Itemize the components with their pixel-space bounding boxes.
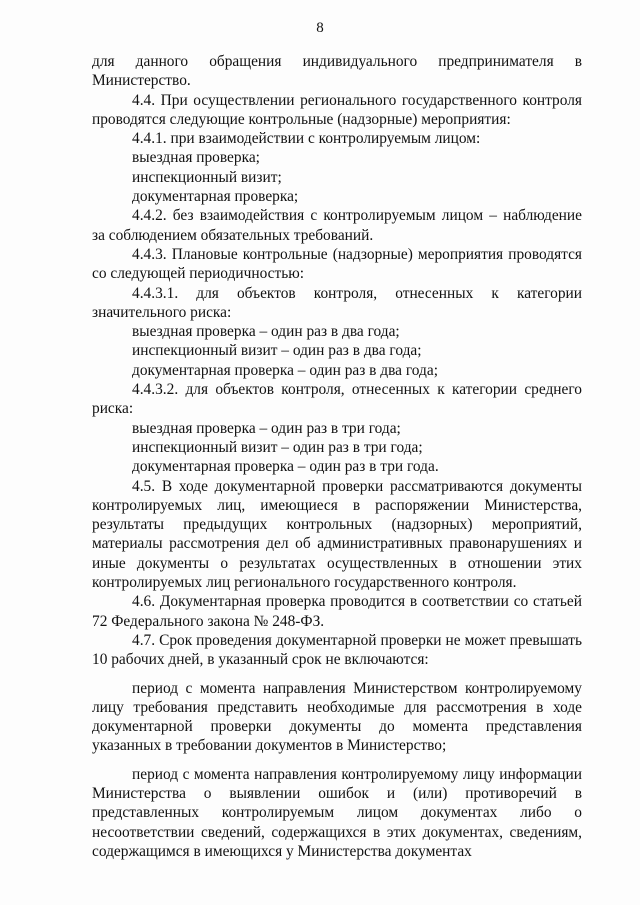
paragraph: документарная проверка – один раз в три года.: [132, 458, 439, 476]
paragraph: документарная проверка;: [132, 188, 299, 206]
paragraph: 4.4.2. без взаимодействия с контролируемым лицом – наблюдение за соблюдением обязательных требований.: [92, 207, 582, 244]
paragraph: выездная проверка – один раз в три года;: [132, 419, 401, 437]
paragraph: 4.6. Документарная проверка проводится в соответствии со статьей 72 Федерального закона № 248-ФЗ.: [92, 593, 582, 630]
paragraph: 4.4.3. Плановые контрольные (надзорные) мероприятия проводятся со следующей периодичностью:: [92, 245, 582, 283]
paragraph: 4.7. Срок проведения документарной проверки не может превышать 10 рабочих дней, в указанный срок не включаются:: [92, 631, 582, 669]
document-body: [92, 52, 582, 861]
paragraph: инспекционный визит – один раз в два года;: [132, 342, 422, 360]
paragraph: выездная проверка – один раз в два года;: [132, 323, 400, 341]
page-number: 8: [316, 20, 324, 36]
paragraph: 4.5. В ходе документарной проверки рассматриваются документы контролируемых лиц, имеющиеся в распоряжении Министерства, результаты предыдущих контрольных (надзорных) мероприятий, материалы рассмотрения дел об административных правонарушениях и иные документы о результатах осуществленных в отношении этих контролируемых лиц регионального государственного контроля.: [92, 477, 582, 592]
paragraph: документарная проверка – один раз в два года;: [132, 361, 438, 379]
paragraph: период с момента направления контролируемому лицу информации Министерства о выявлении ошибок и (или) противоречий в представленных контролируемым лицом документах либо о несоответствии сведений, содержащихся в этих документах, сведениям, содержащимся в имеющихся у Министерства документах: [92, 765, 582, 860]
paragraph: 4.4. При осуществлении регионального государственного контроля проводятся следующие контрольные (надзорные) мероприятия:: [92, 91, 582, 128]
paragraph: для данного обращения индивидуального предпринимателя в Министерство.: [92, 53, 582, 90]
paragraph: инспекционный визит – один раз в три года;: [132, 438, 423, 456]
paragraph: инспекционный визит;: [132, 168, 282, 186]
paragraph: период с момента направления Министерством контролируемому лицу требования представить необходимые для рассмотрения в ходе документарной проверки документы до момента представления указанных в требовании документов в Министерство;: [92, 679, 582, 755]
paragraph: 4.4.3.2. для объектов контроля, отнесенных к категории среднего риска:: [92, 381, 582, 418]
paragraph: 4.4.3.1. для объектов контроля, отнесенных к категории значительного риска:: [92, 284, 582, 321]
paragraph: 4.4.1. при взаимодействии с контролируемым лицом:: [132, 130, 481, 148]
paragraph: выездная проверка;: [132, 149, 260, 167]
